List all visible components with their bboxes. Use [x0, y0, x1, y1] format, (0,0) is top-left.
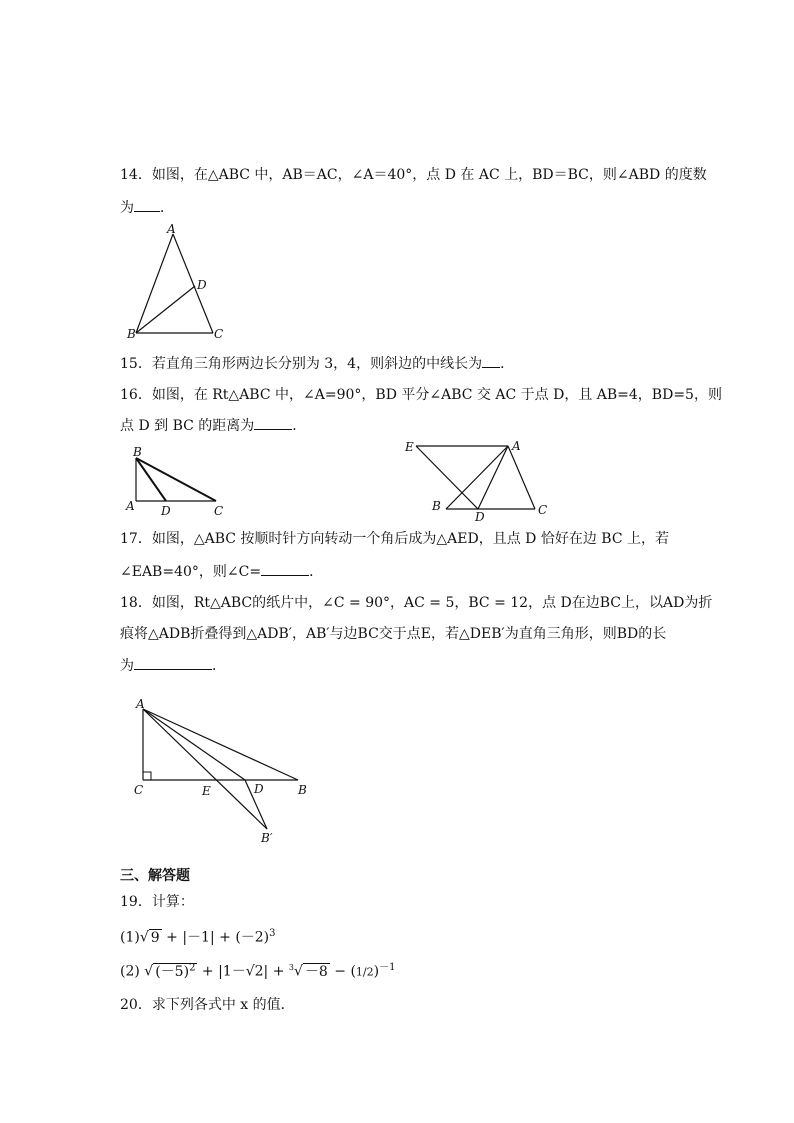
section-heading: 三、解答题	[120, 868, 190, 884]
q15-suffix: ．	[500, 356, 515, 372]
q16-side-bc	[136, 458, 216, 501]
q17-side-ab	[446, 446, 508, 509]
q19-part1-power-exp: 3	[269, 928, 276, 939]
q14-answer-blank	[134, 197, 160, 212]
q19-part2-rad2: －8	[304, 963, 328, 980]
q18-label-c: C	[134, 783, 144, 797]
q16-label-a: A	[126, 499, 135, 513]
q14-side-ac	[173, 234, 213, 333]
q18-side-ab	[143, 709, 298, 780]
q18-side-ab-prime	[143, 709, 267, 829]
q15-line	[120, 353, 514, 374]
q17-side-ed	[416, 446, 478, 509]
q17-line2	[120, 561, 323, 582]
q17-label-c: C	[538, 503, 548, 517]
q14-label-a: A	[167, 222, 176, 236]
q17-side-ac	[508, 446, 535, 509]
q17-label-a: A	[512, 439, 521, 453]
q18-label-b-prime: B′	[261, 831, 273, 845]
cube-root-icon: √	[293, 963, 303, 980]
q17-label-d: D	[475, 510, 485, 524]
q18-crease-ad	[143, 709, 245, 780]
q18-right-angle-mark	[143, 772, 151, 780]
sqrt-icon: √	[139, 929, 149, 946]
q18-line1: 18．如图，Rt△ABC的纸片中，∠C = 90°，AC = 5，BC = 12，点 D在边BC上，以AD为折	[120, 595, 713, 611]
q18-suffix: ．	[212, 658, 226, 674]
q17-answer-blank	[261, 561, 309, 576]
q18-prefix: 为	[120, 658, 134, 674]
q17-prefix: ∠EAB=40°，则∠C=	[120, 564, 262, 580]
q16-segment-bd	[136, 458, 166, 501]
q14-line2	[120, 197, 174, 218]
q18-label-a: A	[136, 697, 145, 711]
q15-answer-blank	[482, 353, 500, 368]
q16-label-b: B	[133, 445, 142, 459]
q17-figure	[400, 436, 560, 526]
q19-part2-exp: －1	[379, 962, 396, 973]
q17-line1: 17．如图，△ABC 按顺时针方向转动一个角后成为△AED，且点 D 恰好在边 BC 上，若	[120, 531, 670, 547]
q19-part2-abs: |1－√2|	[218, 963, 269, 980]
q18-label-b: B	[298, 783, 307, 797]
q16-line2	[120, 415, 306, 436]
q19-title: 19．计算：	[120, 894, 194, 910]
q16-label-c: C	[214, 504, 224, 518]
q14-label-b: B	[127, 327, 136, 341]
q14-line1: 14．如图，在△ABC 中，AB＝AC，∠A＝40°，点 D 在 AC 上，BD＝BC，则∠ABD 的度数	[120, 167, 707, 183]
q16-figure	[120, 440, 230, 518]
q19-part2-fraction: 1/2	[355, 965, 374, 979]
q17-label-e: E	[405, 440, 414, 454]
q18-line3	[120, 655, 226, 676]
q18-label-d: D	[254, 782, 264, 796]
q16-answer-blank	[254, 415, 292, 430]
q16-label-d: D	[161, 504, 171, 518]
q14-suffix: ．	[160, 200, 174, 216]
q15-text: 15．若直角三角形两边长分别为 3，4，则斜边的中线长为	[120, 356, 483, 372]
q17-suffix: ．	[309, 564, 324, 580]
q19-part1-label: (1)	[120, 929, 140, 946]
q16-prefix: 点 D 到 BC 的距离为	[120, 418, 255, 434]
q17-label-b: B	[432, 499, 441, 513]
q19-part2-rad1: (－5)	[155, 963, 190, 980]
q19-part2: (2) √ $(-5)^2 + |1-√2| + ^3√ -8 - (1/2)^{-1}$	[120, 962, 396, 980]
q19-part1-plus: +	[219, 929, 231, 946]
q19-part1-abs: |－1|	[182, 929, 215, 946]
q18-label-e: E	[202, 784, 211, 798]
sqrt-icon: √	[144, 963, 154, 980]
q14-label-d: D	[197, 278, 207, 292]
q19-part2-cube-index: 3	[288, 963, 294, 972]
q19-part1: (1)√ $9 + |-1| + (-2)^3$	[120, 928, 276, 946]
q19-part2-label: (2)	[120, 963, 140, 980]
q19-part1-power-base: (－2)	[235, 929, 270, 946]
q19-part1-radicand: 9	[150, 929, 160, 946]
q16-line1: 16．如图，在 Rt△ABC 中，∠A=90°，BD 平分∠ABC 交 AC 于点 D，且 AB=4，BD=5，则	[120, 387, 722, 403]
q16-suffix: ．	[292, 418, 307, 434]
q14-prefix: 为	[120, 200, 134, 216]
q14-label-c: C	[214, 327, 224, 341]
q18-figure	[120, 695, 320, 850]
q14-figure	[120, 222, 240, 342]
q17-side-ad	[478, 446, 508, 509]
q18-answer-blank	[134, 655, 212, 670]
q18-line2: 痕将△ADB折叠得到△ADB′，AB′与边BC交于点E，若△DEB′为直角三角形，则BD的长	[120, 626, 667, 642]
q19-part2-rad1-exp: 2	[189, 962, 196, 973]
q20-text: 20．求下列各式中 x 的值．	[120, 997, 295, 1013]
